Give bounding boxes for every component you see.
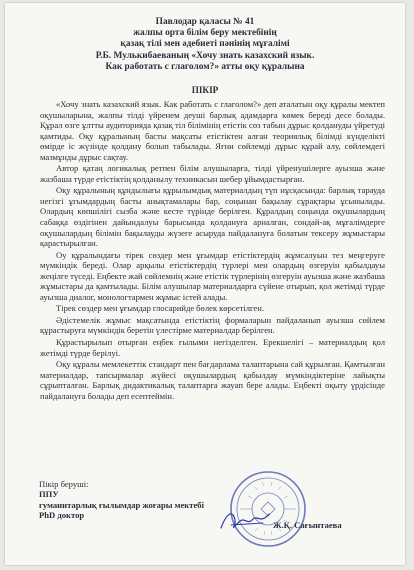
document-page [5, 3, 405, 565]
paragraph-3: Оқу құралының құндылығы құрылымдық материалдың түп нұсқасында: барлық тарауда негізгі ұғымдардың басты анықтамалары бар, соңынан бақылау сұрақтары ұсынылады. Олардың көпшілігі сызба және кесте түрінде берілген. Құралдың соңында оқушылардың сабаққа өздігінен дайындалуы барысында қолдануға арналған, сондай-ақ мұғалімдерге оқушылардың білімін бақылауды жүзеге асыруда пайдалануға болатын тексеру жұмыстары қарастырылған. [40, 185, 385, 249]
header-line-1: Павлодар қаласы № 41 [155, 17, 255, 27]
reviewer-degree: PhD доктор [39, 510, 85, 521]
paragraph-1: «Хочу знать казахский язык. Как работать с глаголом?» деп аталатын оқу құралы мектеп оқушыларына, жалпы тілді үйренем деуші барлық адамдарға көмек береді десе болады. Құрал өзге ұлтты аудиторияда қазақ тіл білімінің етістік сөз табын дұрыс қолдануды үйретуді қамтиды. Оқу құралының басты мақсаты етістіктен алған теориялық білімді күнделікті өмірде іс жүзінде қолдану болып табылады. Яғни сөйлемді дұрыс құрай алу, сөйлемдегі мазмұнды дұрыс сақтау. [40, 99, 385, 162]
paragraph-8: Оқу құралы мемлекеттік стандарт пен бағдарлама талаптарына сай құрылған. Қамтылған материалдар, тапсырмалар жүйесі оқушылардың қабылдау мүмкіндіктеріне лайықты сұрыпталған. Барлық дидактикалық талаптарға жауап бере алады. Еңбекті оқыту үрдісінде пайдалануға болады деп есептеймін. [40, 359, 385, 401]
signatory-name: Ж.Қ. Сағынтаева [273, 520, 342, 530]
header-line-5: Как работать с глаголом?» атты оқу құралына [105, 61, 305, 72]
paragraph-6: Әдістемелік жұмыс мақсатында етістіктің формаларын пайдаланып ауызша сөйлем құрастыруға мүмкіндік беретін үлестірме материалдар берілген. [40, 314, 385, 336]
header-line-4: Р.Б. Мулькибаеваның «Хочу знать казахский язык. [95, 50, 315, 61]
header-line-2: жалпы орта білім беру мектебінің [133, 28, 277, 39]
review-body [40, 99, 385, 402]
document-title: ПІКІР [191, 85, 219, 96]
paragraph-7: Құрастырылып отырған еңбек ғылыми негізделген. Ерекшелігі – материалдың қол жетімді түрде берілуі. [40, 337, 385, 358]
reviewer-org: ППУ [39, 489, 59, 500]
paragraph-4: Оу құралындағы тірек сөздер мен ұғымдар етістіктердің жұмсалуын тез меңгеруге мүмкіндік береді. Олар арқылы етістіктердің түрлері мен олардың өзгеруін қабылдауы жеңілге түседі. Еңбекте жай сөйлемнің және етістік түрлерінің өзгеруін ауызша және жазбаша жұмыстары да қамтылады. Білім алушылар материалдарға сүйене отырып, қол жетімді түрде ауызша диалог, монологтармен жұмыс істей алады. [40, 249, 385, 302]
handwritten-signature [217, 506, 277, 536]
paragraph-2: Автор қатаң логикалық ретпен білім алушыларға, тілді үйренушілерге ауызша және жазбаша түрде етістіктің қолданылу техникасын шебер ұйымдастырған. [40, 163, 385, 184]
reviewer-label: Пікір беруші: [39, 479, 89, 489]
paragraph-5: Тірек сөздер мен ұғымдар глосарийде бөлек көрсетілген. [56, 303, 264, 314]
header-line-3: қазақ тілі мен әдебиеті пәнінің мұғалімі [120, 39, 290, 50]
reviewer-dept: гуманитарлық ғылымдар жоғары мектебі [39, 499, 204, 510]
reviewer-block [39, 479, 204, 521]
document-header [5, 3, 405, 73]
